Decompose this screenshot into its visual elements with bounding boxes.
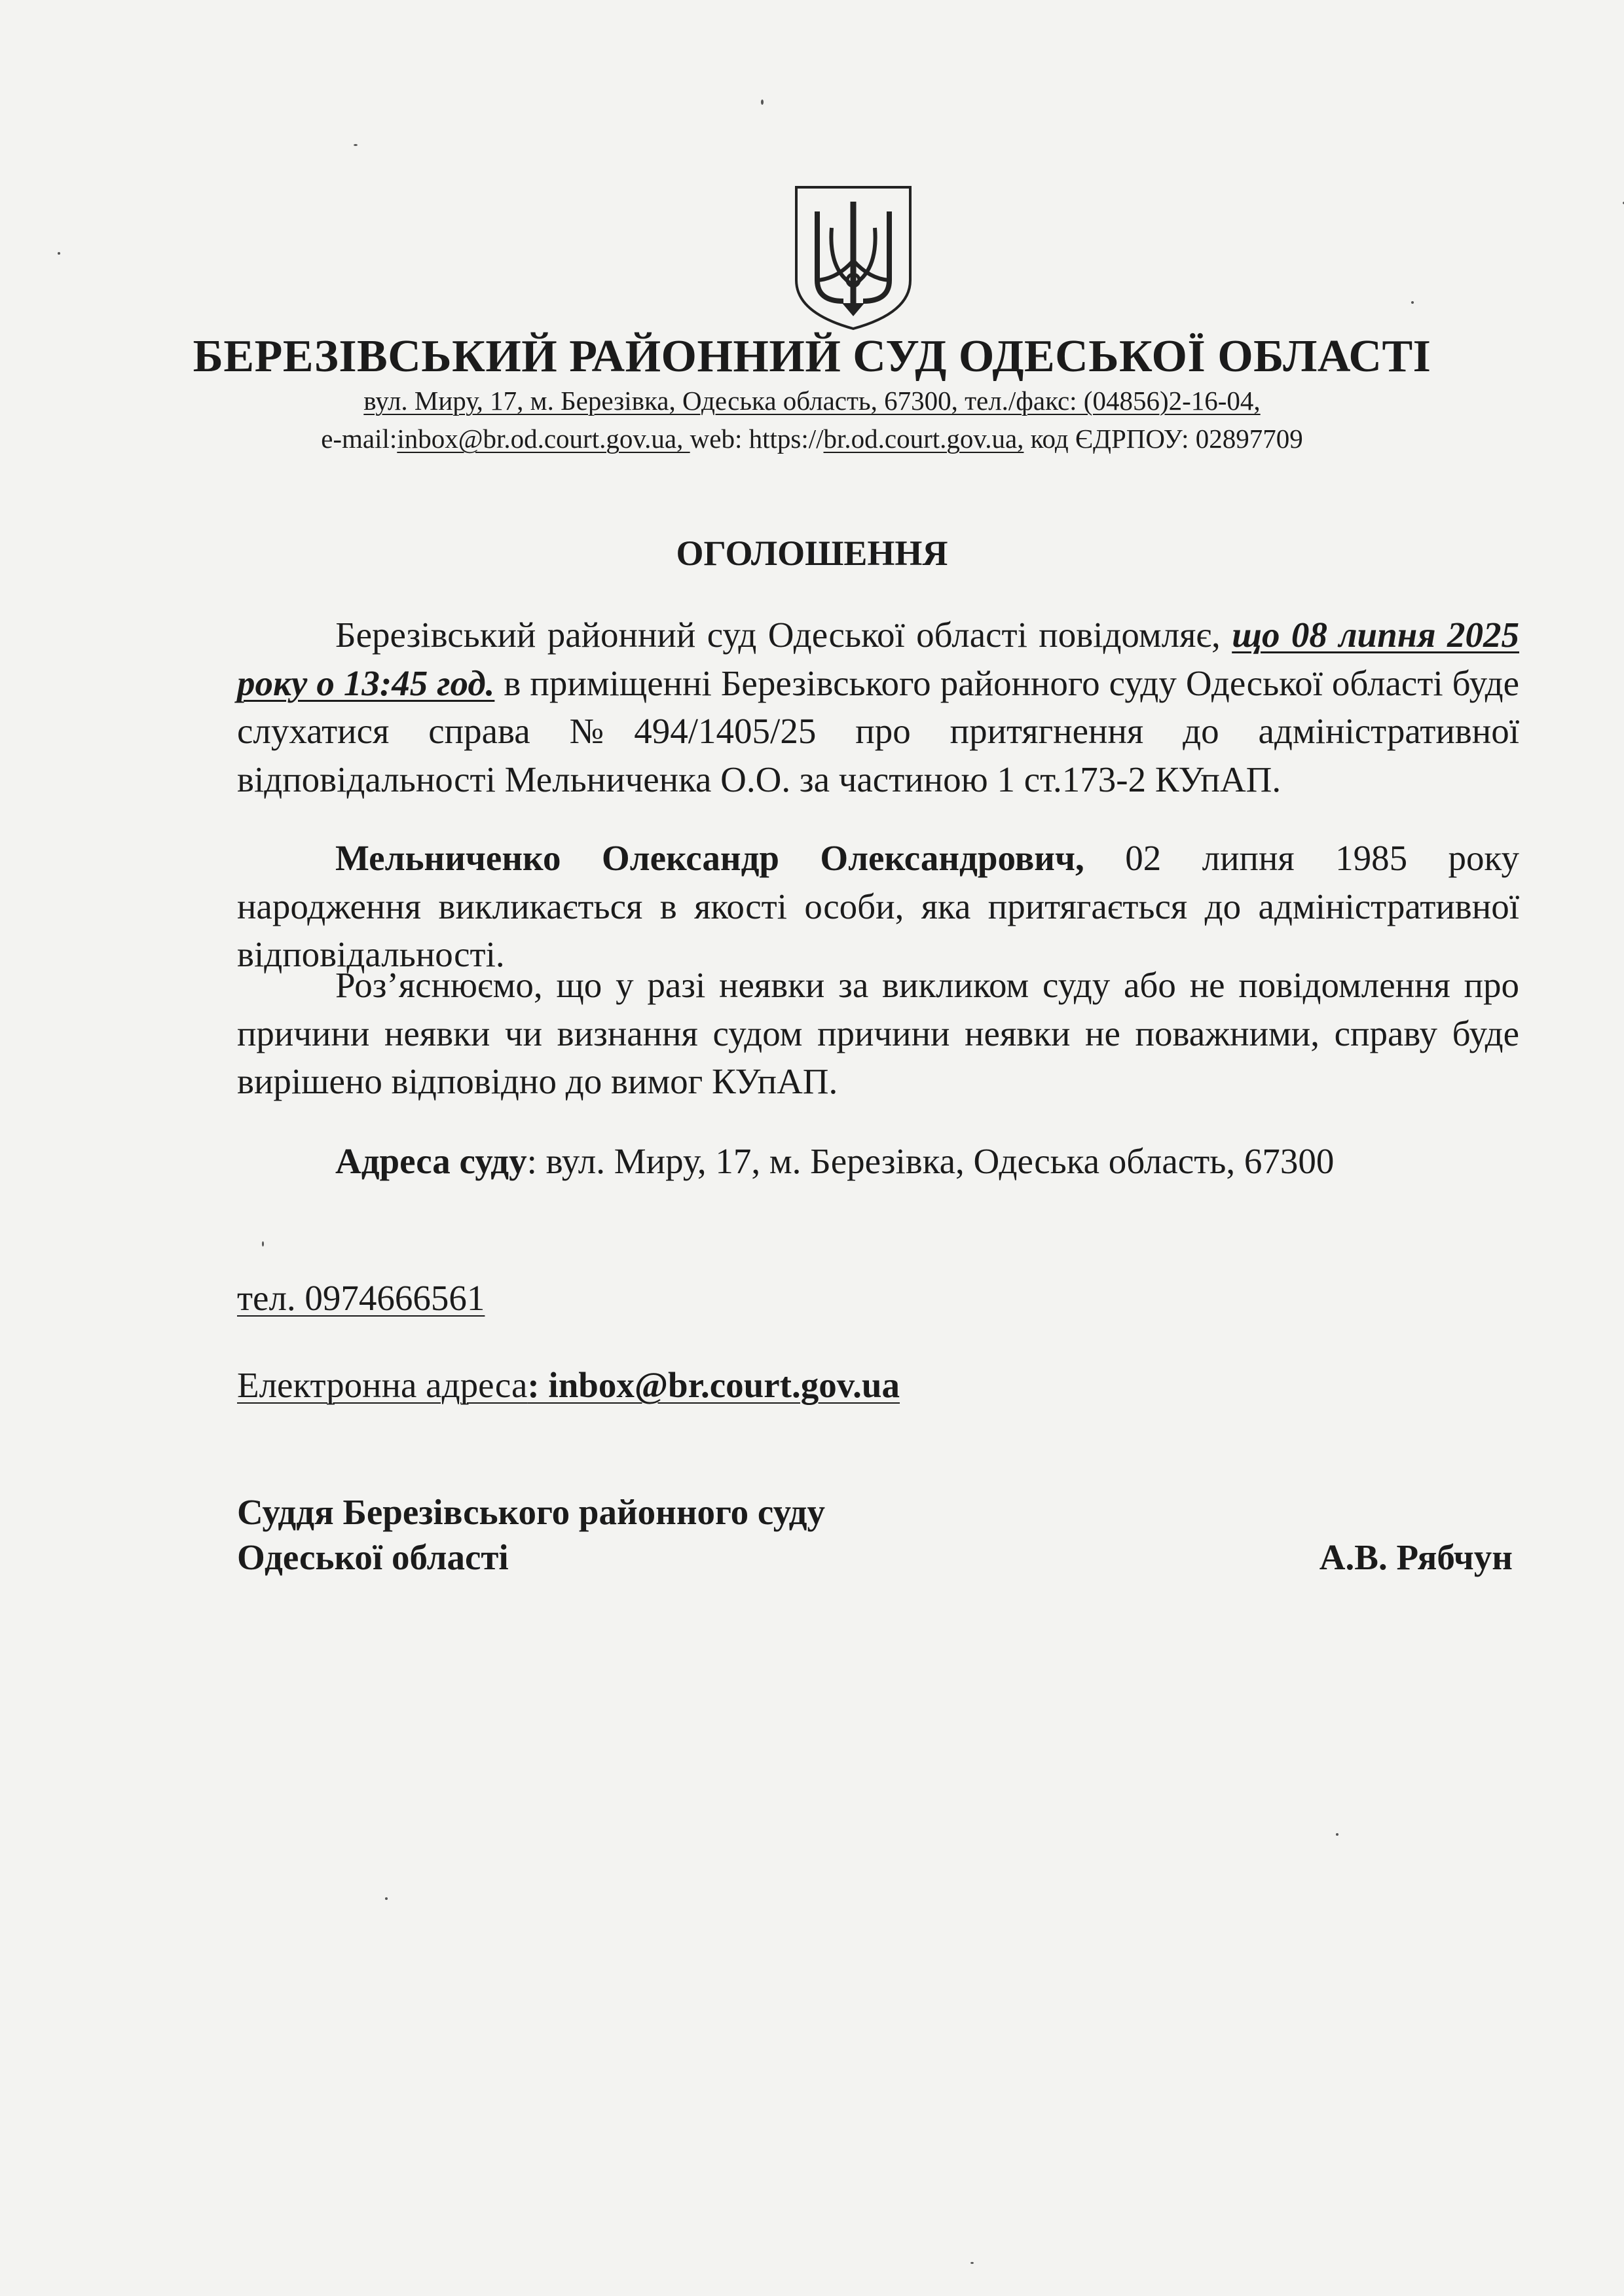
court-email-link[interactable]: inbox@br.od.court.gov.ua, <box>397 424 690 454</box>
judge-title-line1: Суддя Березівського районного суду <box>237 1492 825 1532</box>
phone-number[interactable]: тел. 0974666561 <box>237 1278 485 1318</box>
paragraph-person <box>237 834 1519 979</box>
paragraph1-text: Березівський районний суд Одеської області повідомляє, <box>335 615 1232 655</box>
person-name: Мельниченко Олександр Олександрович, <box>335 838 1084 878</box>
scan-speck <box>761 100 764 105</box>
judge-title <box>237 1489 825 1580</box>
scan-speck <box>354 144 358 146</box>
paragraph-hearing <box>237 611 1519 803</box>
court-address-line <box>0 382 1624 419</box>
scan-speck <box>58 252 60 255</box>
paragraph3-text: Роз’яснюємо, що у разі неявки за викликом суду або не повідомлення про причини неявки чи визнання судом причини неявки не поважними, справу буде вирішено відповідно до вимог КУпАП. <box>237 965 1519 1101</box>
judge-name: А.В. Рябчун <box>1319 1537 1513 1577</box>
announcement-title: ОГОЛОШЕННЯ <box>676 534 948 573</box>
scan-speck <box>1336 1833 1338 1836</box>
scan-speck <box>970 2262 974 2264</box>
scan-speck <box>262 1241 264 1247</box>
email-prefix: e-mail: <box>321 424 397 454</box>
court-name: БЕРЕЗІВСЬКИЙ РАЙОННИЙ СУД ОДЕСЬКОЇ ОБЛАСТІ <box>193 331 1431 382</box>
email-address[interactable] <box>237 1361 900 1410</box>
court-address-value: : вул. Миру, 17, м. Березівка, Одеська область, 67300 <box>526 1141 1335 1181</box>
edrpou-code: код ЄДРПОУ: 02897709 <box>1024 424 1303 454</box>
scan-speck <box>385 1897 388 1900</box>
email-value[interactable]: : inbox@br.court.gov.ua <box>527 1365 900 1405</box>
email-label: Електронна адреса <box>237 1365 528 1405</box>
judge-title-line2: Одеської області <box>237 1537 509 1577</box>
hearing-date-time: що 08 липня 2025 року о 13:45 год. <box>237 615 1519 703</box>
paragraph-explanation <box>237 961 1519 1106</box>
web-prefix: web: https:// <box>690 424 824 454</box>
court-contacts-line <box>0 420 1624 457</box>
paragraph1-rest: в приміщенні Березівського районного суду Одеської області буде слухатися справа №494/1405/25 про притягнення до адміністративної відповідальності Мельниченка О.О. за частиною 1 ст.173-2 КУпАП. <box>237 663 1519 799</box>
address-phone-text: вул. Миру, 17, м. Березівка, Одеська область, 67300, тел./факс: (04856)2-16-04, <box>363 386 1261 416</box>
coat-of-arms-icon <box>791 182 915 333</box>
court-web-link[interactable]: br.od.court.gov.ua, <box>823 424 1024 454</box>
court-address-label: Адреса суду <box>335 1141 527 1181</box>
court-address <box>335 1137 1334 1186</box>
scan-speck <box>1411 301 1414 304</box>
paragraph2-text: 02 липня 1985 року народження викликається в якості особи, яка притягається до адміністративної відповідальності. <box>237 838 1519 974</box>
